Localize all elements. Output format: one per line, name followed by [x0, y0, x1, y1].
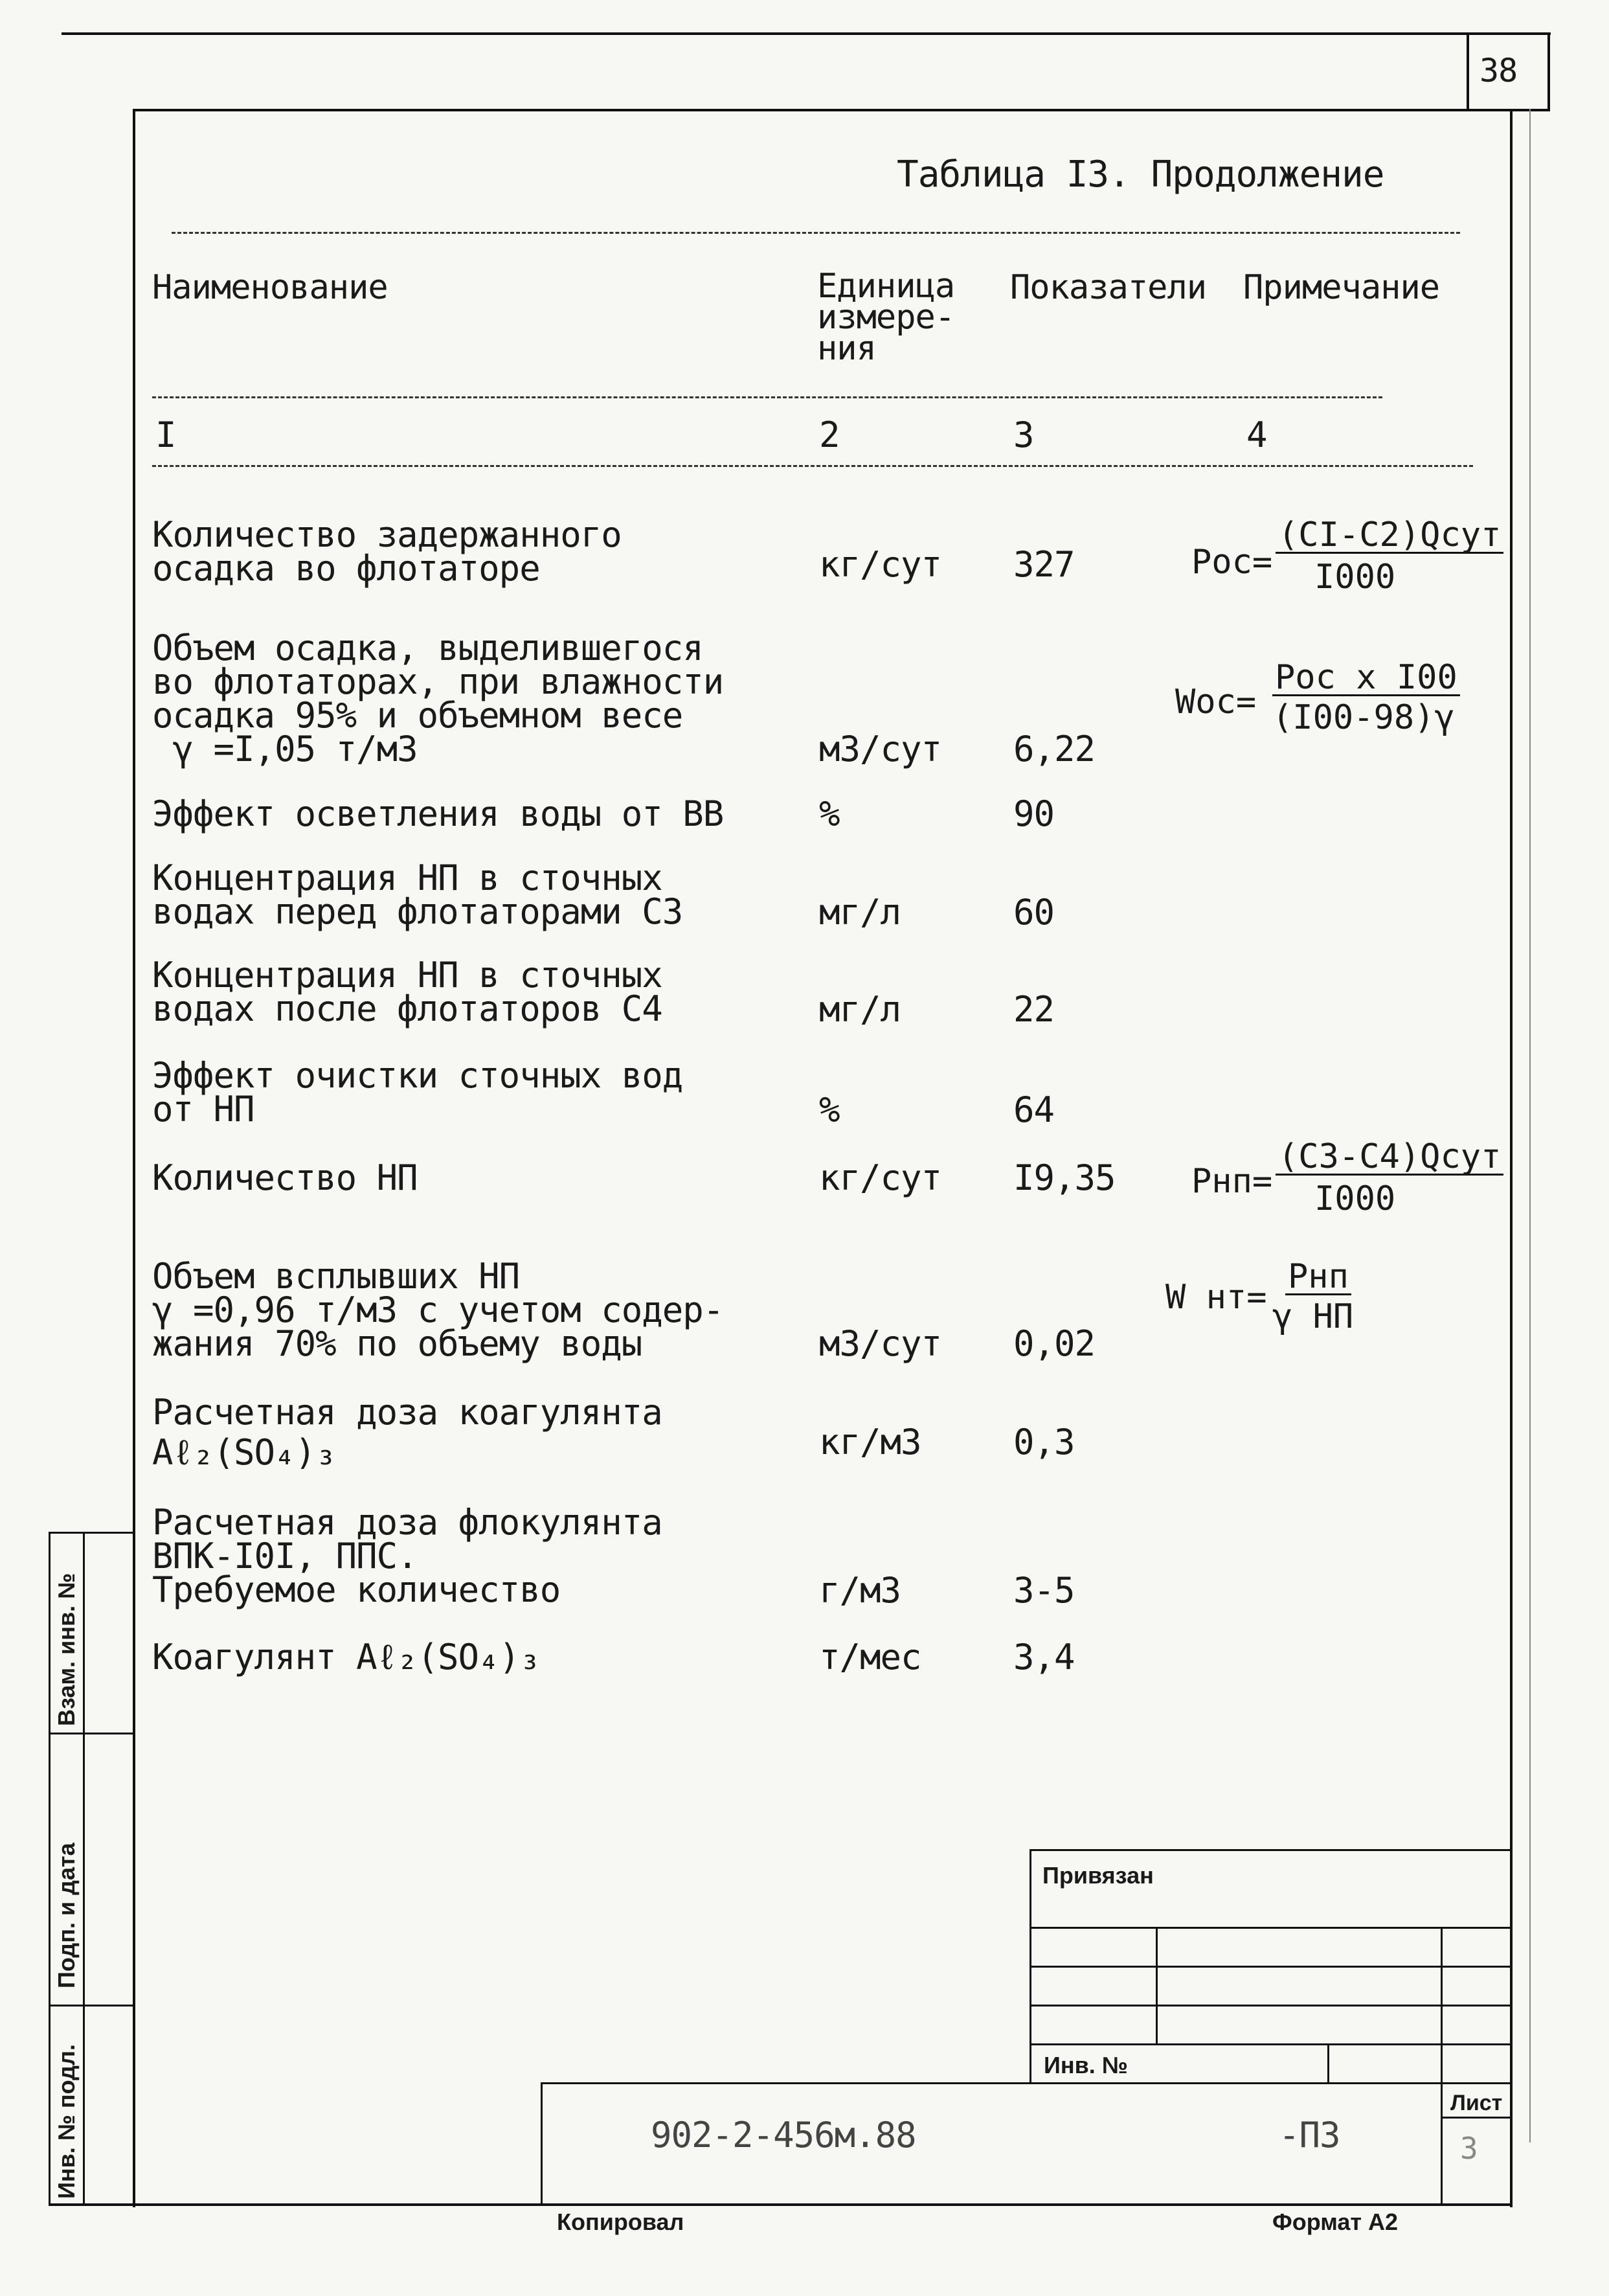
formula-denominator: γ НП: [1272, 1297, 1354, 1336]
row-unit: кг/сут: [819, 1157, 942, 1198]
formula-denominator: (I00-98)γ: [1272, 698, 1455, 737]
row-name: Концентрация НП в сточных водах после флотаторов С4: [152, 955, 662, 1029]
row-value: 22: [1013, 989, 1055, 1030]
row-unit: кг/сут: [819, 544, 942, 585]
doc-suffix: -ПЗ: [1279, 2115, 1340, 2155]
stamp-inv-no: Инв. №: [1044, 2052, 1128, 2078]
stamp-privyazan: Привязан: [1042, 1862, 1154, 1889]
row-unit: %: [819, 793, 840, 834]
formula-denominator: I000: [1314, 1179, 1396, 1218]
col-number-4: 4: [1246, 415, 1267, 455]
page-number: 38: [1480, 52, 1518, 89]
formula-numerator: (CI-C2)Qсут: [1276, 518, 1503, 554]
formula-lhs: Рос=: [1191, 543, 1273, 582]
row-value: 0,02: [1013, 1323, 1096, 1364]
row-name: Расчетная доза коагулянта Aℓ₂(SO₄)₃: [152, 1392, 662, 1473]
row-value: 60: [1013, 892, 1055, 933]
row-name: Количество НП: [152, 1157, 418, 1198]
side-label-vzam: Взам. инв. №: [53, 1573, 80, 1726]
row-name: Объем осадка, выделившегося во флотаторах, при влажности осадка 95% и объемном весе γ =I,05 т/м3: [152, 628, 724, 769]
row-value: 327: [1013, 544, 1075, 585]
row-unit: т/мес: [819, 1637, 921, 1677]
formula-numerator: (С3-С4)Qсут: [1276, 1140, 1503, 1176]
row-value: I9,35: [1013, 1157, 1116, 1198]
row-value: 3-5: [1013, 1570, 1075, 1611]
formula-lhs: Wос=: [1175, 683, 1257, 722]
row-name: Расчетная доза флокулянта ВПК-I0I, ППС. Требуемое количество: [152, 1502, 662, 1610]
row-unit: г/м3: [819, 1570, 901, 1611]
row-name: Количество задержанного осадка во флотаторе: [152, 514, 622, 589]
row-unit: кг/м3: [819, 1422, 921, 1462]
table-title: Таблица I3. Продолжение: [897, 153, 1384, 196]
row-value: 90: [1013, 793, 1055, 834]
sheet-value: 3: [1460, 2131, 1478, 2166]
row-unit: м3/сут: [819, 729, 942, 769]
row-name: Коагулянт Aℓ₂(SO₄)₃: [152, 1637, 540, 1677]
row-unit: мг/л: [819, 989, 901, 1030]
row-unit: м3/сут: [819, 1323, 942, 1364]
row-value: 6,22: [1013, 729, 1096, 769]
row-value: 3,4: [1013, 1637, 1075, 1677]
formula-numerator: Рнп: [1285, 1260, 1351, 1295]
formula-denominator: I000: [1314, 558, 1396, 597]
col-header-note: Примечание: [1243, 268, 1440, 307]
formula-lhs: W нт=: [1165, 1278, 1267, 1317]
row-name: Объем всплывших НП γ =0,96 т/м3 с учетом содер- жания 70% по объему воды: [152, 1256, 724, 1364]
col-number-3: 3: [1013, 415, 1034, 455]
col-number-1: I: [155, 415, 176, 455]
col-header-value: Показатели: [1010, 268, 1207, 307]
col-number-2: 2: [819, 415, 840, 455]
sheet-label: Лист: [1450, 2091, 1503, 2115]
formula-numerator: Рос х I00: [1272, 661, 1460, 696]
row-unit: %: [819, 1089, 840, 1130]
row-name: Эффект осветления воды от ВВ: [152, 793, 724, 834]
formula-lhs: Рнп=: [1191, 1162, 1273, 1201]
row-value: 64: [1013, 1089, 1055, 1130]
col-header-name: Наименование: [152, 268, 388, 307]
side-label-inv-podl: Инв. № подл.: [53, 2044, 80, 2199]
col-header-unit: Единица измере- ния: [817, 267, 955, 368]
row-name: Эффект очистки сточных вод от НП: [152, 1055, 683, 1130]
copied-label: Копировал: [557, 2209, 684, 2235]
row-value: 0,3: [1013, 1422, 1075, 1462]
format-label: Формат А2: [1272, 2209, 1399, 2235]
row-unit: мг/л: [819, 892, 901, 933]
side-label-podp: Подп. и дата: [53, 1843, 80, 1988]
doc-code: 902-2-456м.88: [651, 2115, 916, 2155]
row-name: Концентрация НП в сточных водах перед флотаторами С3: [152, 858, 683, 932]
